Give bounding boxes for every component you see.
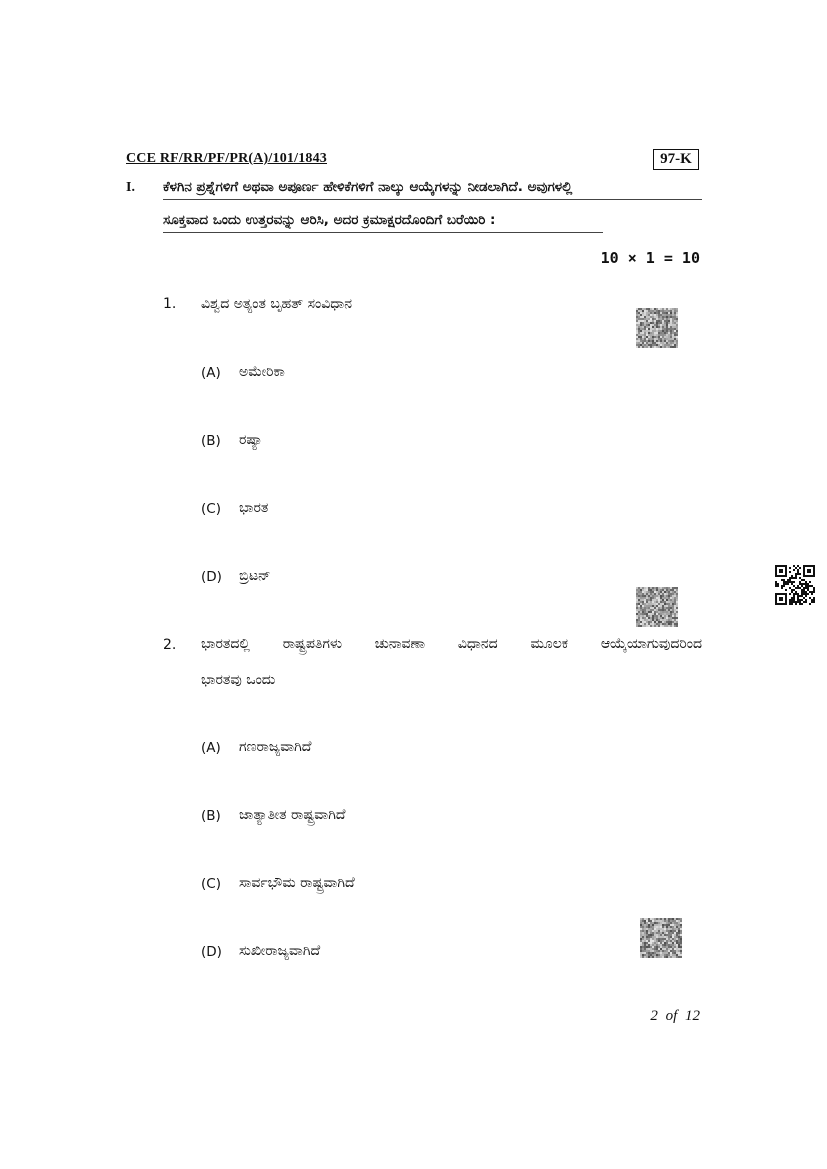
q2-option-c-text: ಸಾರ್ವಭೌಮ ರಾಷ್ಟ್ರವಾಗಿದೆ xyxy=(239,875,355,891)
section-number: I. xyxy=(126,180,135,195)
page-number: 2 of 12 xyxy=(650,1008,700,1024)
question-2-text-line-2: ಭಾರತವು ಒಂದು xyxy=(201,672,276,688)
noise-pattern-image xyxy=(636,308,678,348)
question-2-number: 2. xyxy=(163,637,177,653)
question-2-text-line-1: ಭಾರತದಲ್ಲಿ ರಾಷ್ಟ್ರಪತಿಗಳು ಚುನಾವಣಾ ವಿಧಾನದ ಮೂಲಕ ಆಯ್ಕೆಯಾಗುವುದರಿಂದ xyxy=(201,636,702,652)
question-1-text: ವಿಶ್ವದ ಅತ್ಯಂತ ಬೃಹತ್ ಸಂವಿಧಾನ xyxy=(201,296,353,312)
q2-option-a-label: (A) xyxy=(201,740,221,756)
q2-option-a-text: ಗಣರಾಜ್ಯವಾಗಿದೆ xyxy=(239,739,312,755)
q2-option-b-text: ಜಾತ್ಯಾತೀತ ರಾಷ್ಟ್ರವಾಗಿದೆ xyxy=(239,807,346,823)
marks-allocation: 10 × 1 = 10 xyxy=(600,249,700,267)
q2-option-c-label: (C) xyxy=(201,876,221,892)
question-1-number: 1. xyxy=(163,296,177,312)
paper-code-box: 97-K xyxy=(653,149,699,170)
q1-option-c-label: (C) xyxy=(201,501,221,517)
noise-pattern-image xyxy=(640,918,682,958)
paper-series-code: CCE RF/RR/PF/PR(A)/101/1843 xyxy=(126,151,327,166)
q2-option-d-text: ಸುಖೀರಾಜ್ಯವಾಗಿದೆ xyxy=(239,943,321,959)
q1-option-d-text: ಬ್ರಿಟನ್ xyxy=(239,568,271,584)
qr-code-icon xyxy=(775,565,817,605)
q2-option-b-label: (B) xyxy=(201,808,221,824)
noise-pattern-image xyxy=(636,587,678,627)
q1-option-b-label: (B) xyxy=(201,433,221,449)
q1-option-a-label: (A) xyxy=(201,365,221,381)
q2-option-d-label: (D) xyxy=(201,944,222,960)
instruction-line-2: ಸೂಕ್ತವಾದ ಒಂದು ಉತ್ತರವನ್ನು ಆರಿಸಿ, ಅದರ ಕ್ರಮಾಕ್ಷರದೊಂದಿಗೆ ಬರೆಯಿರಿ : xyxy=(163,212,603,233)
instruction-line-1: ಕೆಳಗಿನ ಪ್ರಶ್ನೆಗಳಿಗೆ ಅಥವಾ ಅಪೂರ್ಣ ಹೇಳಿಕೆಗಳಿಗೆ ನಾಲ್ಕು ಆಯ್ಕೆಗಳನ್ನು ನೀಡಲಾಗಿದೆ. ಅವುಗಳಲ್ಲಿ xyxy=(163,179,702,200)
q1-option-b-text: ರಷ್ಯಾ xyxy=(239,432,263,448)
q1-option-a-text: ಅಮೇರಿಕಾ xyxy=(239,364,285,380)
q1-option-c-text: ಭಾರತ xyxy=(239,500,269,516)
q1-option-d-label: (D) xyxy=(201,569,222,585)
